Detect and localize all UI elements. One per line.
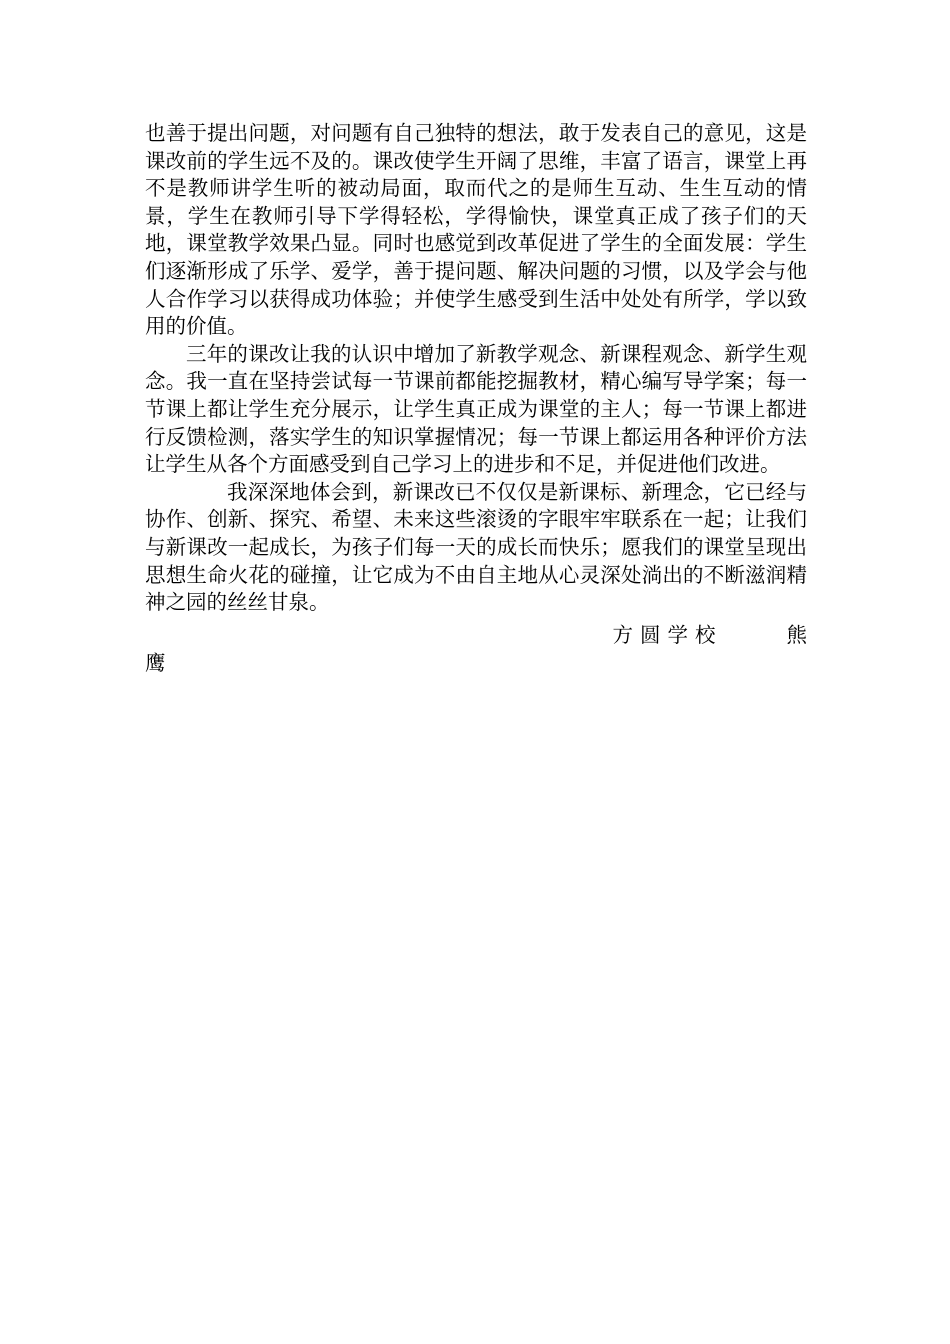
paragraph-2: 三年的课改让我的认识中增加了新教学观念、新课程观念、新学生观念。我一直在坚持尝试每一节课前都能挖掘教材，精心编写导学案；每一节课上都让学生充分展示，让学生真正成为课堂的主人；每一节课上都进行反馈检测，落实学生的知识掌握情况；每一节课上都运用各种评价方法让学生从各个方面感受到自己学习上的进步和不足，并促进他们改进。	[145, 341, 807, 477]
signature-school: 方圆学校	[612, 623, 723, 647]
signature-block	[145, 622, 807, 677]
body-text	[145, 120, 807, 617]
signature-line	[145, 622, 807, 650]
paragraph-1: 也善于提出问题，对问题有自己独特的想法，敢于发表自己的意见，这是课改前的学生远不及的。课改使学生开阔了思维，丰富了语言，课堂上再不是教师讲学生听的被动局面，取而代之的是师生互动、生生互动的情景，学生在教师引导下学得轻松，学得愉快，课堂真正成了孩子们的天地，课堂教学效果凸显。同时也感觉到改革促进了学生的全面发展：学生们逐渐形成了乐学、爱学，善于提问题、解决问题的习惯，以及学会与他人合作学习以获得成功体验；并使学生感受到生活中处处有所学，学以致用的价值。	[145, 121, 807, 339]
signature-name-second: 鹰	[145, 650, 166, 675]
paragraph-3: 我深深地体会到，新课改已不仅仅是新课标、新理念，它已经与协作、创新、探究、希望、未来这些滚烫的字眼牢牢联系在一起；让我们与新课改一起成长，为孩子们每一天的成长而快乐；愿我们的课堂呈现出思想生命火花的碰撞，让它成为不由自主地从心灵深处淌出的不断滋润精神之园的丝丝甘泉。	[145, 479, 807, 615]
signature-name-first: 熊	[786, 623, 807, 647]
